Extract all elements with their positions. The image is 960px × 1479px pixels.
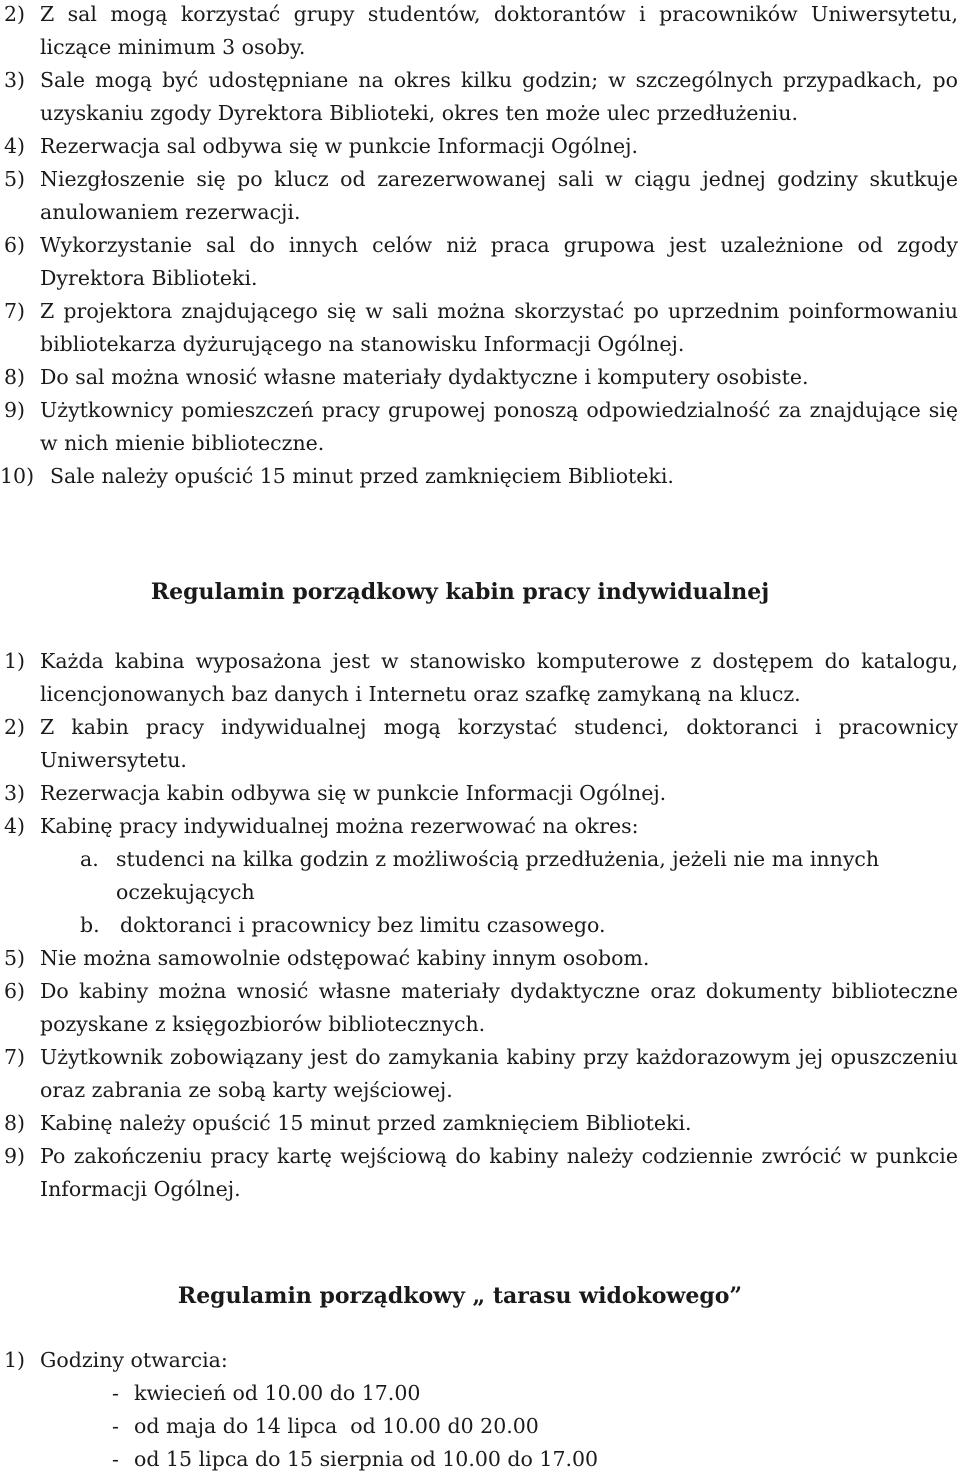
sub-list-item (0, 843, 960, 909)
list-item (0, 130, 960, 163)
hours-list-item (0, 1410, 960, 1443)
list-item (0, 1344, 960, 1377)
list-item (0, 460, 960, 493)
dash-marker: - (112, 1414, 119, 1438)
item-text: Z sal mogą korzystać grupy studentów, doktorantów i pracowników Uniwersytetu, liczące minimum 3 osoby. (40, 2, 958, 59)
list-item (0, 361, 960, 394)
sub-list-item (0, 909, 960, 942)
list-item (0, 0, 960, 64)
item-number: 10) (0, 464, 35, 488)
item-text: Rezerwacja sal odbywa się w punkcie Informacji Ogólnej. (40, 134, 638, 158)
dash-marker: - (112, 1381, 119, 1405)
item-number: 1) (4, 649, 26, 673)
item-text: Niezgłoszenie się po klucz od zarezerwowanej sali w ciągu jednej godziny skutkuje anulowaniem rezerwacji. (40, 167, 958, 224)
item-text: Sale należy opuścić 15 minut przed zamknięciem Biblioteki. (50, 464, 674, 488)
section-viewing-terrace-rules (0, 1344, 960, 1476)
item-number: 7) (4, 1045, 26, 1069)
item-text: Po zakończeniu pracy kartę wejściową do kabiny należy codziennie zwrócić w punkcie Informacji Ogólnej. (40, 1144, 958, 1201)
item-text: Z kabin pracy indywidualnej mogą korzystać studenci, doktoranci i pracownicy Uniwersytetu. (40, 715, 958, 772)
item-number: 5) (4, 946, 26, 970)
list-item (0, 777, 960, 810)
sub-item-letter: b. (80, 913, 100, 937)
hours-text: kwiecień od 10.00 do 17.00 (134, 1381, 421, 1405)
list-item (0, 163, 960, 229)
item-text: Nie można samowolnie odstępować kabiny innym osobom. (40, 946, 650, 970)
list-item (0, 295, 960, 361)
section-group-rooms-rules (0, 0, 960, 493)
item-number: 9) (4, 1144, 26, 1168)
item-number: 8) (4, 1111, 26, 1135)
item-text: Z projektora znajdującego się w sali można skorzystać po uprzednim poinformowaniu bibliotekarza dyżurującego na stanowisku Informacji Ogólnej. (40, 299, 958, 356)
list-item (0, 942, 960, 975)
item-text: Godziny otwarcia: (40, 1348, 228, 1372)
sub-item-text: doktoranci i pracownicy bez limitu czasowego. (120, 913, 606, 937)
item-number: 7) (4, 299, 26, 323)
item-number: 1) (4, 1348, 26, 1372)
item-text: Wykorzystanie sal do innych celów niż praca grupowa jest uzależnione od zgody Dyrektora Biblioteki. (40, 233, 958, 290)
item-number: 4) (4, 134, 26, 158)
item-text: Każda kabina wyposażona jest w stanowisko komputerowe z dostępem do katalogu, licencjonowanych baz danych i Internetu oraz szafkę zamykaną na klucz. (40, 649, 958, 706)
dash-marker: - (112, 1447, 119, 1471)
sub-item-text: studenci na kilka godzin z możliwością przedłużenia, jeżeli nie ma innych oczekujących (116, 847, 880, 904)
item-number: 2) (4, 2, 26, 26)
list-item (0, 394, 960, 460)
item-number: 3) (4, 68, 26, 92)
list-item (0, 975, 960, 1041)
item-text: Kabinę pracy indywidualnej można rezerwować na okres: (40, 814, 639, 838)
list-item (0, 810, 960, 843)
item-text: Sale mogą być udostępniane na okres kilku godzin; w szczególnych przypadkach, po uzyskaniu zgody Dyrektora Biblioteki, okres ten może ulec przedłużeniu. (40, 68, 958, 125)
section-individual-booths-rules (0, 645, 960, 1206)
item-number: 2) (4, 715, 26, 739)
sub-item-letter: a. (80, 847, 99, 871)
section-heading-viewing-terrace: Regulamin porządkowy „ tarasu widokowego” (177, 1283, 743, 1309)
section-heading-individual-booths: Regulamin porządkowy kabin pracy indywidualnej (150, 579, 770, 605)
list-item (0, 64, 960, 130)
item-text: Kabinę należy opuścić 15 minut przed zamknięciem Biblioteki. (40, 1111, 692, 1135)
list-item (0, 229, 960, 295)
item-number: 6) (4, 979, 26, 1003)
item-number: 4) (4, 814, 26, 838)
hours-list-item (0, 1377, 960, 1410)
item-text: Do sal można wnosić własne materiały dydaktyczne i komputery osobiste. (40, 365, 809, 389)
list-item (0, 1041, 960, 1107)
item-number: 3) (4, 781, 26, 805)
list-item (0, 1107, 960, 1140)
list-item (0, 1140, 960, 1206)
list-item (0, 645, 960, 711)
item-number: 5) (4, 167, 26, 191)
item-text: Użytkownicy pomieszczeń pracy grupowej ponoszą odpowiedzialność za znajdujące się w nich mienie biblioteczne. (40, 398, 958, 455)
item-number: 9) (4, 398, 26, 422)
item-number: 8) (4, 365, 26, 389)
hours-list-item (0, 1443, 960, 1476)
list-item (0, 711, 960, 777)
item-number: 6) (4, 233, 26, 257)
hours-text: od 15 lipca do 15 sierpnia od 10.00 do 17.00 (134, 1447, 599, 1471)
item-text: Do kabiny można wnosić własne materiały dydaktyczne oraz dokumenty biblioteczne pozyskane z księgozbiorów bibliotecznych. (40, 979, 958, 1036)
item-text: Rezerwacja kabin odbywa się w punkcie Informacji Ogólnej. (40, 781, 667, 805)
hours-text: od maja do 14 lipca od 10.00 d0 20.00 (134, 1414, 539, 1438)
item-text: Użytkownik zobowiązany jest do zamykania kabiny przy każdorazowym jej opuszczeniu oraz zabrania ze sobą karty wejściowej. (40, 1045, 958, 1102)
